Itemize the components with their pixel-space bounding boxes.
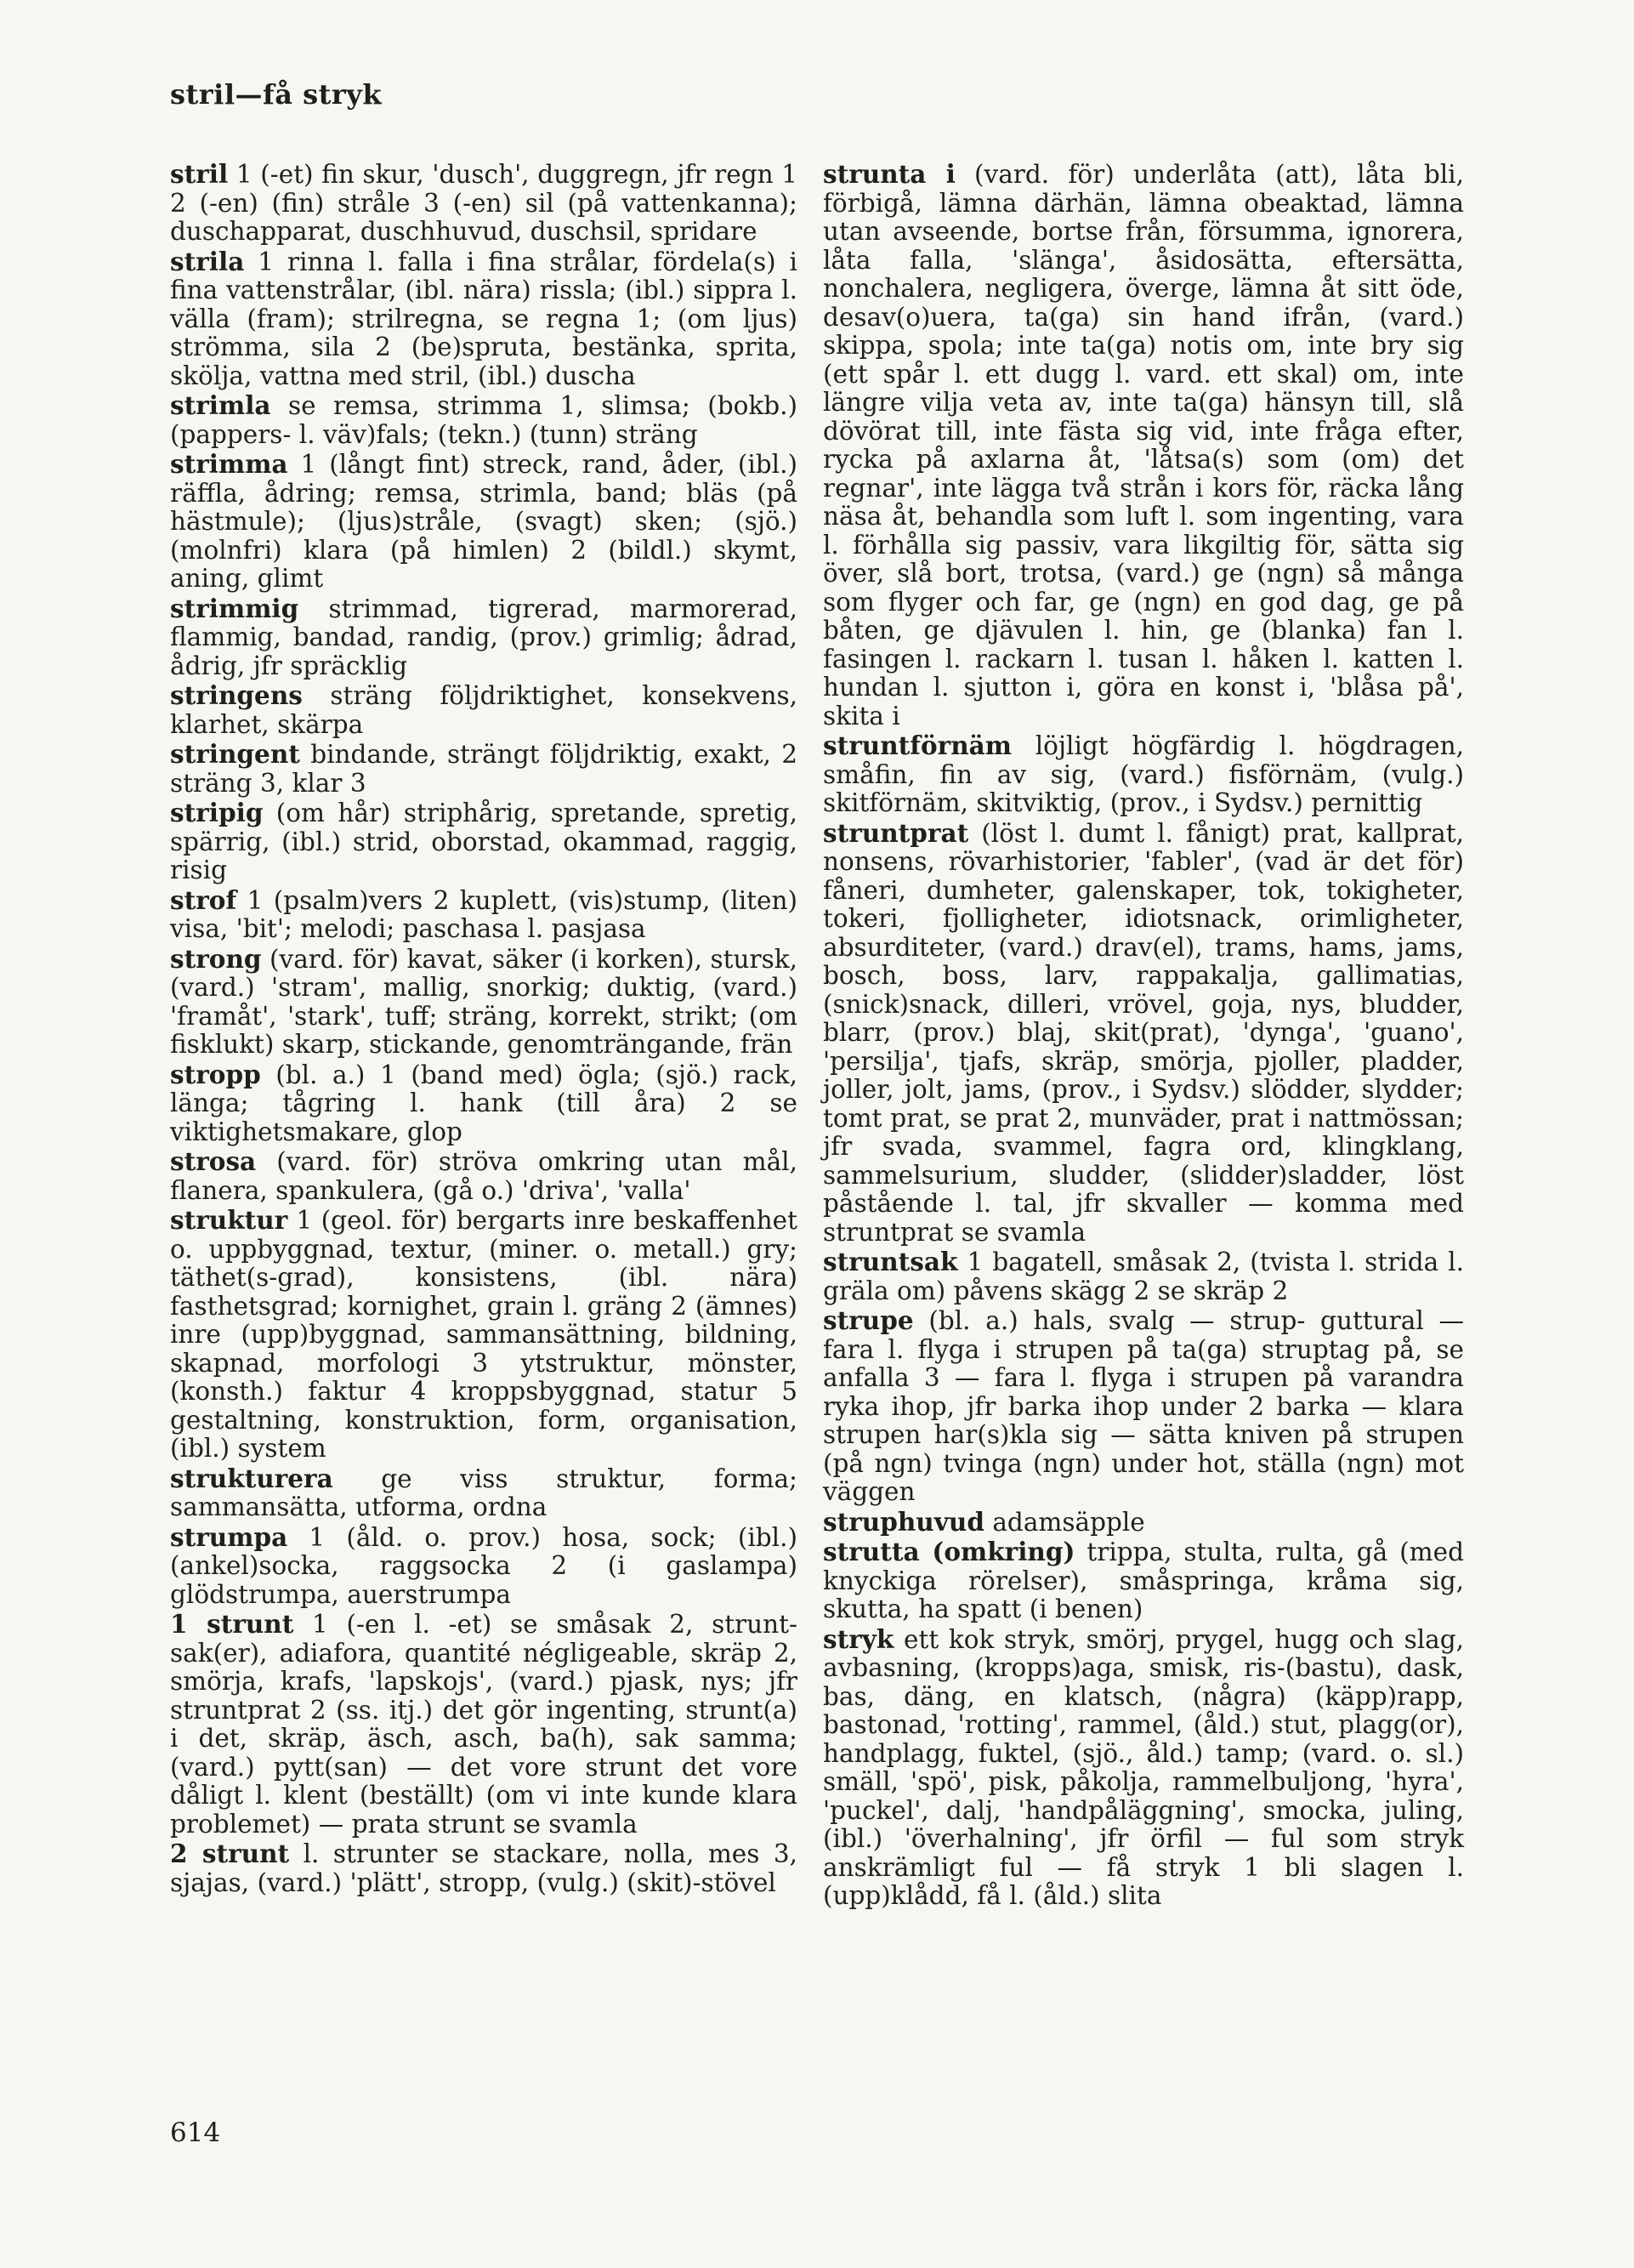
- headword: strutta (omkring): [823, 1537, 1075, 1566]
- dictionary-entry: [170, 247, 797, 391]
- definition-text: (vard. för) ströva omkring utan mål, flanera, spankulera, (gå o.) 'driva', 'valla': [170, 1147, 797, 1205]
- dictionary-entry: [170, 740, 797, 798]
- definition-text: trippa, stulta, rulta, gå (med knyckiga rörelser), småspringa, kråma sig, skutta, ha spatt (i benen): [823, 1538, 1464, 1623]
- definition-text: ett kok stryk, smörj, prygel, hugg och slag, avbasning, (kropps)aga, smisk, ris-(bastu), dask, bas, däng, en klatsch, (några) (käpp)rapp, bastonad, 'rotting', rammel, (åld.) stut, plagg(or), handplagg, fuktel, (sjö., åld.) tamp; (vard. o. sl.) smäll, 'spö', pisk, påkolja, rammelbuljong, 'hyra', 'puckel', dalj, 'handpåläggning', smocka, juling, (ibl.) 'överhalning', jfr örfil — ful som stryk anskrämligt ful — få stryk 1 bli slagen l. (upp)klådd, få l. (åld.) slita: [823, 1624, 1464, 1910]
- dictionary-entry: [170, 1610, 797, 1839]
- dictionary-entry: [823, 1625, 1464, 1911]
- headword: stril: [170, 159, 229, 189]
- dictionary-entry: [170, 799, 797, 885]
- headword: strumpa: [170, 1521, 288, 1552]
- definition-text: (bl. a.) 1 (band med) ögla; (sjö.) rack, länga; tågring l. hank (till åra) 2 se viktighetsmakare, glop: [170, 1060, 797, 1146]
- definition-text: 1 (åld. o. prov.) hosa, sock; (ibl.) (ankel)socka, raggsocka 2 (i gaslampa) glödstrumpa, auerstrumpa: [170, 1522, 797, 1609]
- dictionary-entry: [170, 594, 797, 681]
- dictionary-entry: [823, 731, 1464, 818]
- definition-text: 1 bagatell, småsak 2, (tvista l. strida l. gräla om) påvens skägg 2 se skräp 2: [823, 1248, 1464, 1305]
- definition-text: 1 rinna l. falla i fina strålar, fördela(s) i fina vattenstrålar, (ibl. nära) rissla; (ibl.) sippra l. välla (fram); strilregna, se regna 1; (om ljus) strömma, sila 2 (be)spruta, bestänka, sprita, skölja, vattna med stril, (ibl.) duscha: [170, 247, 797, 390]
- headword: stringent: [170, 739, 300, 769]
- definition-text: 1 (geol. för) bergarts inre beskaffenhet o. uppbyggnad, textur, (miner. o. metall.) gry; täthet(s-grad), konsistens, (ibl. nära) fasthetsgrad; kornighet, grain l. gräng 2 (ämnes) inre (upp)byggnad, sammansättning, bildning, skapnad, morfologi 3 ytstruktur, mönster, (konsth.) faktur 4 kroppsbyggnad, statur 5 gestaltning, konstruktion, form, organisation, (ibl.) system: [170, 1206, 797, 1463]
- headword: strupe: [823, 1305, 914, 1335]
- headword: strunta i: [823, 159, 956, 189]
- dictionary-entry: [823, 1508, 1464, 1538]
- headword: stropp: [170, 1059, 261, 1089]
- headword: strimla: [170, 390, 271, 420]
- definition-text: löjligt högfärdig l. högdragen, småfin, fin av sig, (vard.) fisförnäm, (vulg.) skitförnäm, skitviktig, (prov., i Sydsv.) pernittig: [823, 731, 1464, 817]
- dictionary-entry: [170, 1060, 797, 1147]
- right-column: [823, 160, 1464, 1912]
- running-head: stril—få stryk: [170, 78, 383, 111]
- dictionary-entry: [170, 945, 797, 1060]
- headword: struntprat: [823, 817, 969, 848]
- definition-text: ge viss struktur, forma; sammansätta, utforma, ordna: [170, 1464, 797, 1521]
- definition-text: (löst l. dumt l. fånigt) prat, kallprat, nonsens, rövarhistorier, 'fabler', (vad är det för) fåneri, dumheter, galenskaper, tok, tokigheter, tokeri, fjolligheter, idiotsnack, orimligheter, absurditeter, (vard.) drav(el), trams, hams, jams, bosch, boss, larv, rappakalja, gallimatias, (snick)snack, dilleri, vrövel, goja, nys, bludder, blarr, (prov.) blaj, skit(prat), 'dynga', 'guano', 'persilja', tjafs, skräp, smörja, pjoller, pladder, joller, jolt, jams, (prov., i Sydsv.) slödder, slydder; tomt prat, se prat 2, munväder, prat i nattmössan; jfr svada, svammel, fagra ord, klingklang, sammelsurium, sludder, (slidder)sladder, löst påstående l. tal, jfr skvaller — komma med struntprat se svamla: [823, 818, 1464, 1247]
- headword: 1 strunt: [170, 1609, 294, 1639]
- dictionary-entry: [170, 450, 797, 594]
- headword: strosa: [170, 1146, 257, 1176]
- dictionary-entry: [823, 1538, 1464, 1624]
- definition-text: (om hår) stripհårig, spretande, spretig, spärrig, (ibl.) strid, oborstad, okammad, raggig, risig: [170, 799, 797, 884]
- headword: stringens: [170, 680, 303, 710]
- definition-text: bindande, strängt följdriktig, exakt, 2 sträng 3, klar 3: [170, 740, 797, 798]
- headword: strukturera: [170, 1463, 333, 1493]
- definition-text: sträng följdriktighet, konsekvens, klarhet, skärpa: [170, 681, 797, 739]
- headword: strimmig: [170, 593, 299, 623]
- dictionary-entry: [170, 1464, 797, 1522]
- headword: stripig: [170, 798, 264, 827]
- dictionary-entry: [170, 1523, 797, 1610]
- headword: struktur: [170, 1205, 288, 1235]
- dictionary-entry: [170, 391, 797, 449]
- dictionary-entry: [170, 1147, 797, 1205]
- dictionary-entry: [170, 160, 797, 247]
- left-column: [170, 160, 797, 1898]
- definition-text: 1 (-en l. -et) se småsak 2, strunt-sak(er), adiafora, quantité négligeable, skräp 2, smörja, krafs, 'lapskojs', (vard.) pjask, nys; jfr struntprat 2 (ss. itj.) det gör ingenting, strunt(a) i det, skräp, äsch, asch, ba(h), sak samma; (vard.) pytt(san) — det vore strunt det vore dåligt l. klent (beställt) (om vi inte kunde klara problemet) — prata strunt se svamla: [170, 1610, 797, 1839]
- dictionary-entry: [823, 160, 1464, 730]
- dictionary-entry: [170, 886, 797, 944]
- definition-text: (vard. för) kavat, säker (i korken), stursk, (vard.) 'stram', mallig, snorkig; duktig, (vard.) 'framåt', 'stark', tuff; sträng, korrekt, strikt; (om fisklukt) skarp, stickande, genomträngande, frän: [170, 944, 797, 1059]
- definition-text: 1 (långt fint) streck, rand, åder, (ibl.) räffla, ådring; remsa, strimla, band; bläs (på hästmule); (ljus)stråle, (svagt) sken; (sjö.) (molnfri) klara (på himlen) 2 (bildl.) skymt, aning, glimt: [170, 450, 797, 593]
- headword: struntförnäm: [823, 730, 1012, 760]
- headword: strimma: [170, 449, 288, 479]
- definition-text: (bl. a.) hals, svalg — strup- guttural — fara l. flyga i strupen på ta(ga) struptag på, se anfalla 3 — fara l. flyga i strupen på varandra ryka ihop, jfr barka ihop under 2 barka — klara strupen har(s)kla sig — sätta kniven på strupen (på ngn) tvinga (ngn) under hot, ställa (ngn) mot väggen: [823, 1306, 1464, 1506]
- headword: stryk: [823, 1623, 894, 1654]
- headword: struphuvud: [823, 1506, 984, 1537]
- dictionary-entry: [823, 1248, 1464, 1305]
- dictionary-entry: [170, 1206, 797, 1464]
- definition-text: 1 (psalm)vers 2 kuplett, (vis)stump, (liten) visa, 'bit'; melodi; paschasa l. pasjasa: [170, 885, 797, 943]
- headword: strila: [170, 246, 245, 276]
- definition-text: l. strunter se stackare, nolla, mes 3, sjajas, (vard.) 'plätt', stropp, (vulg.) (skit)-stövel: [170, 1839, 797, 1897]
- definition-text: adamsäpple: [984, 1507, 1145, 1537]
- headword: 2 strunt: [170, 1839, 290, 1868]
- dictionary-entry: [823, 1306, 1464, 1507]
- headword: strong: [170, 943, 262, 974]
- dictionary-entry: [823, 819, 1464, 1248]
- page-number: 614: [170, 2117, 221, 2148]
- headword: struntsak: [823, 1247, 958, 1276]
- dictionary-entry: [170, 1839, 797, 1897]
- dictionary-entry: [170, 681, 797, 739]
- definition-text: (vard. för) underlåta (att), låta bli, förbigå, lämna därhän, lämna obeaktad, lämna utan avseende, bortse från, försumma, ignorera, låta falla, 'slänga', åsidosätta, eftersätta, nonchalera, negligera, överge, lämna åt sitt öde, desav(o)uera, ta(ga) sin hand ifrån, (vard.) skippa, spola; inte ta(ga) notis om, inte bry sig (ett spår l. ett dugg l. vard. ett skal) om, inte längre vilja veta av, inte ta(ga) hänsyn till, slå dövörat till, inte fästa sig vid, inte fråga efter, rycka på axlarna åt, 'låtsa(s) som (om) det regnar', inte lägga två strån i kors för, räcka lång näsa åt, behandla som luft l. som ingenting, vara l. förhålla sig passiv, vara likgiltig för, sätta sig över, slå bort, trotsa, (vard.) ge (ngn) så många som flyger och far, ge (ngn) en god dag, ge på båten, ge djävulen l. hin, ge (blanka) fan l. fasingen l. rackarn l. tusan l. håken l. katten l. hundan l. sjutton i, göra en konst i, 'blåsa på', skita i: [823, 160, 1464, 730]
- definition-text: 1 (-et) fin skur, 'dusch', duggregn, jfr regn 1 2 (-en) (fin) stråle 3 (-en) sil (på vattenkanna); duschapparat, duschhuvud, duschsil, spridare: [170, 160, 797, 246]
- headword: strof: [170, 884, 237, 915]
- definition-text: se remsa, strimma 1, slimsa; (bokb.) (pappers- l. väv)fals; (tekn.) (tunn) sträng: [170, 391, 797, 449]
- definition-text: strimmad, tigrerad, marmorerad, flammig, bandad, randig, (prov.) grimlig; ådrad, ådrig, jfr spräcklig: [170, 594, 797, 680]
